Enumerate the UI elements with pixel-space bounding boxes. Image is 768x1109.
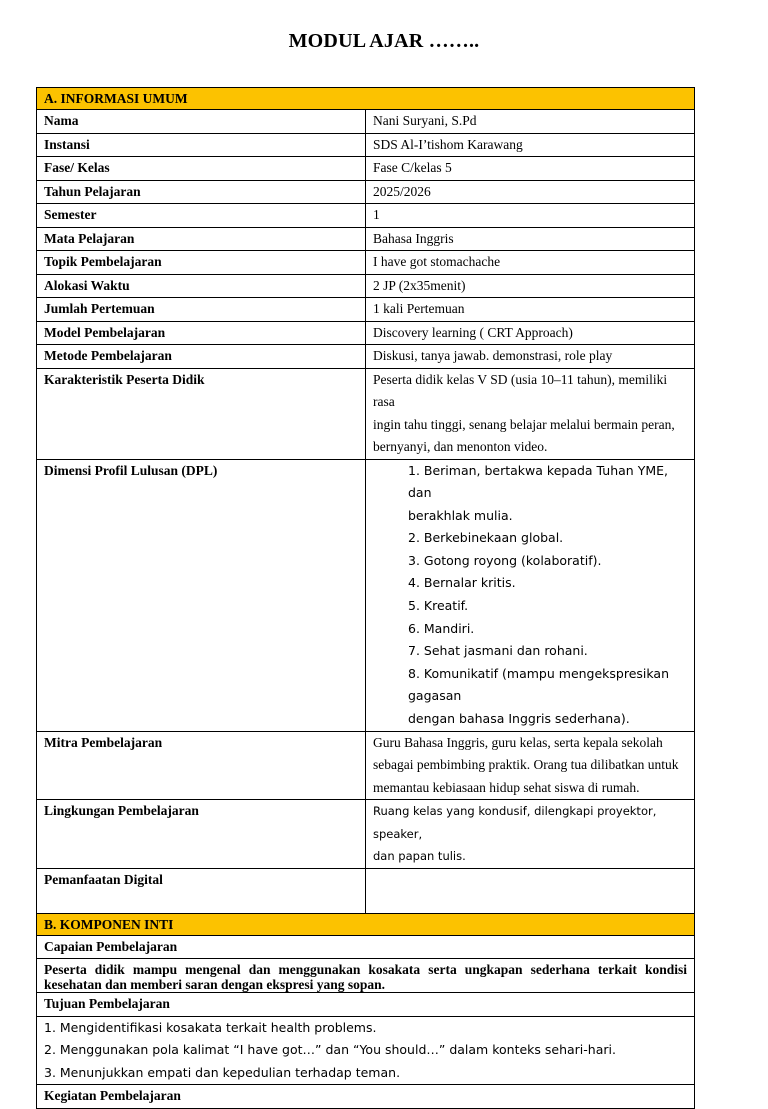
- capaian-text: Peserta didik mampu mengenal dan menggunakan kosakata serta ungkapan sederhana terkait kondisi kesehatan dan memberi saran dengan ekspresi yang sopan.: [37, 959, 695, 993]
- row-label: Karakteristik Peserta Didik: [37, 368, 366, 459]
- info-row-model: [37, 321, 695, 345]
- row-label: Fase/ Kelas: [37, 157, 366, 181]
- section-title: A. INFORMASI UMUM: [37, 88, 695, 110]
- row-label: Alokasi Waktu: [37, 274, 366, 298]
- tujuan-list: [37, 1016, 695, 1085]
- row-value: [366, 731, 695, 800]
- list-item: 3. Gotong royong (kolaboratif).: [408, 552, 602, 568]
- capaian-text-row: [37, 959, 695, 993]
- info-row-mata-pelajaran: [37, 227, 695, 251]
- row-value: Discovery learning ( CRT Approach): [366, 321, 695, 345]
- info-row-digital: [37, 868, 695, 913]
- row-value: Nani Suryani, S.Pd: [366, 110, 695, 134]
- list-item: dengan bahasa Inggris sederhana).: [408, 711, 630, 727]
- row-value: I have got stomachache: [366, 251, 695, 275]
- kegiatan-label-row: [37, 1085, 695, 1109]
- row-label: Lingkungan Pembelajaran: [37, 800, 366, 869]
- row-value: 1 kali Pertemuan: [366, 298, 695, 322]
- text-line: Ruang kelas yang kondusif, dilengkapi proyektor, speaker,: [373, 804, 657, 841]
- module-table: [36, 87, 695, 1109]
- row-value: 2 JP (2x35menit): [366, 274, 695, 298]
- row-label: Dimensi Profil Lulusan (DPL): [37, 459, 366, 731]
- row-label: Mata Pelajaran: [37, 227, 366, 251]
- row-value: SDS Al-I’tishom Karawang: [366, 133, 695, 157]
- row-label: Model Pembelajaran: [37, 321, 366, 345]
- row-value: Bahasa Inggris: [366, 227, 695, 251]
- row-label: Pemanfaatan Digital: [37, 868, 366, 913]
- row-label: Instansi: [37, 133, 366, 157]
- list-item: 3. Menunjukkan empati dan kepedulian terhadap teman.: [44, 1064, 401, 1080]
- section-title: B. KOMPONEN INTI: [37, 913, 695, 935]
- list-item: 4. Bernalar kritis.: [408, 575, 516, 591]
- section-header-informasi-umum: [37, 88, 695, 110]
- info-row-lingkungan: [37, 800, 695, 869]
- list-item: 2. Menggunakan pola kalimat “I have got…” dan “You should…” dalam konteks sehari-hari.: [44, 1042, 616, 1058]
- row-label: Jumlah Pertemuan: [37, 298, 366, 322]
- row-label: Capaian Pembelajaran: [37, 935, 695, 959]
- text-line: sebagai pembimbing praktik. Orang tua dilibatkan untuk: [373, 757, 679, 773]
- text-line: Guru Bahasa Inggris, guru kelas, serta kepala sekolah: [373, 734, 663, 750]
- list-item: 1. Beriman, bertakwa kepada Tuhan YME, dan: [408, 462, 668, 501]
- list-item: 2. Berkebinekaan global.: [408, 530, 564, 546]
- list-item: berakhlak mulia.: [408, 507, 513, 523]
- info-row-karakteristik: [37, 368, 695, 459]
- row-label: Tujuan Pembelajaran: [37, 993, 695, 1017]
- row-label: Semester: [37, 204, 366, 228]
- row-value: [366, 368, 695, 459]
- tujuan-list-row: [37, 1016, 695, 1085]
- document-title: MODUL AJAR ……..: [288, 30, 480, 52]
- row-value: 1: [366, 204, 695, 228]
- row-label: Topik Pembelajaran: [37, 251, 366, 275]
- info-row-topik: [37, 251, 695, 275]
- row-label: Mitra Pembelajaran: [37, 731, 366, 800]
- row-label: Kegiatan Pembelajaran: [37, 1085, 695, 1109]
- info-row-fase-kelas: [37, 157, 695, 181]
- dpl-list: [373, 460, 687, 731]
- info-row-instansi: [37, 133, 695, 157]
- row-value: [366, 459, 695, 731]
- info-row-tahun-pelajaran: [37, 180, 695, 204]
- list-item: 6. Mandiri.: [408, 620, 475, 636]
- info-row-metode: [37, 345, 695, 369]
- list-item: 8. Komunikatif (mampu mengekspresikan gagasan: [408, 665, 670, 704]
- info-row-nama: [37, 110, 695, 134]
- row-value: 2025/2026: [366, 180, 695, 204]
- info-row-semester: [37, 204, 695, 228]
- info-row-mitra: [37, 731, 695, 800]
- row-value: Diskusi, tanya jawab. demonstrasi, role play: [366, 345, 695, 369]
- text-line: ingin tahu tinggi, senang belajar melalui bermain peran,: [373, 416, 675, 432]
- info-row-dpl: [37, 459, 695, 731]
- info-row-jumlah-pertemuan: [37, 298, 695, 322]
- row-value: [366, 868, 695, 913]
- row-label: Tahun Pelajaran: [37, 180, 366, 204]
- row-label: Nama: [37, 110, 366, 134]
- text-line: memantau kebiasaan hidup sehat siswa di rumah.: [373, 779, 640, 795]
- section-header-komponen-inti: [37, 913, 695, 935]
- info-row-alokasi-waktu: [37, 274, 695, 298]
- row-value: Fase C/kelas 5: [366, 157, 695, 181]
- list-item: 1. Mengidentifikasi kosakata terkait health problems.: [44, 1019, 377, 1035]
- text-line: dan papan tulis.: [373, 849, 466, 864]
- text-line: bernyanyi, dan menonton video.: [373, 439, 548, 454]
- row-label: Metode Pembelajaran: [37, 345, 366, 369]
- tujuan-label-row: [37, 993, 695, 1017]
- row-value: [366, 800, 695, 869]
- text-line: Peserta didik kelas V SD (usia 10–11 tahun), memiliki rasa: [373, 371, 668, 409]
- list-item: 7. Sehat jasmani dan rohani.: [408, 643, 588, 659]
- capaian-label-row: [37, 935, 695, 959]
- list-item: 5. Kreatif.: [408, 598, 469, 614]
